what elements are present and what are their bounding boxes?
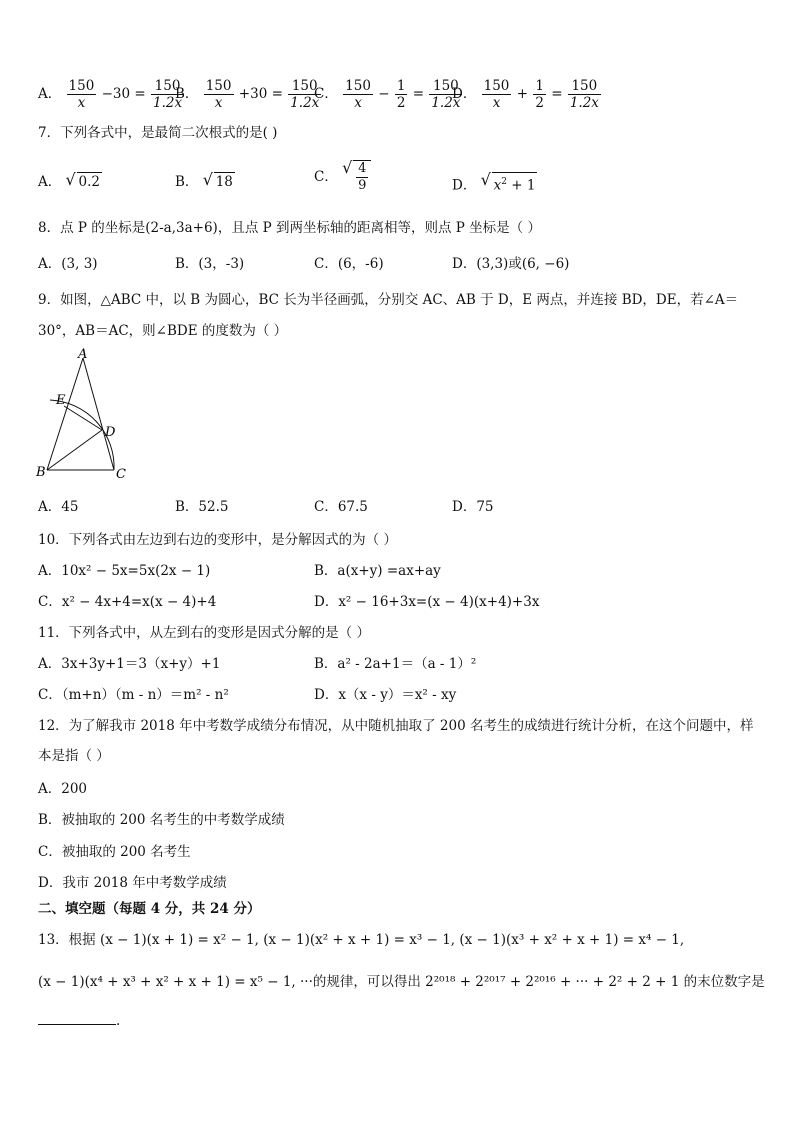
label-b: B (36, 465, 46, 480)
q8-stem: 8．点 P 的坐标是(2-a,3a+6)，且点 P 到两坐标轴的距离相等，则点 P 坐标是（ ） (38, 220, 541, 236)
fraction: $\frac{1}{2}$ (396, 78, 406, 111)
label-c: C (116, 467, 126, 482)
radical: √ 0.2 (66, 172, 102, 191)
option-label: D． (452, 86, 477, 102)
q9-stem-line2: 30°，AB＝AC，则∠BDE 的度数为（ ） (38, 323, 288, 339)
q11-option-d: D．x（x - y）＝x² - xy (314, 687, 457, 703)
q12-option-c: C．被抽取的 200 名考生 (38, 844, 191, 860)
q11-option-b: B．a² - 2a+1＝（a - 1）² (314, 656, 477, 672)
fraction: $\frac{150}{1.2x}$ (153, 78, 183, 111)
fraction: $\frac{150}{x}$ (483, 78, 510, 111)
answer-blank[interactable] (38, 1010, 116, 1025)
q10-option-b: B．a(x+y) =ax+ay (314, 563, 441, 579)
label-d: D (105, 425, 116, 440)
q7-option-a: A． √ 0.2 (38, 172, 102, 191)
q8-option-d: D．(3,3)或(6, −6) (452, 256, 570, 272)
label-a: A (78, 348, 88, 362)
q10-option-c: C．x² − 4x+4=x(x − 4)+4 (38, 594, 217, 610)
radical: √ $x^2 + 1$ (481, 172, 538, 195)
q8-option-b: B．(3，-3) (175, 256, 245, 272)
q7-option-c: C． √ $\frac{4}{9}$ (314, 160, 371, 194)
q10-stem: 10．下列各式由左边到右边的变形中，是分解因式的为（ ） (38, 532, 397, 548)
option-label: A． (38, 86, 62, 102)
q9-triangle-figure (34, 348, 144, 488)
section-title: 二、填空题（每题 4 分，共 24 分） (38, 901, 261, 917)
q8-option-c: C．(6，-6) (314, 256, 384, 272)
q10-option-d: D．x² − 16+3x=(x − 4)(x+4)+3x (314, 594, 540, 610)
q6-option-d: D． $\frac{150}{x}$ + $\frac{1}{2}$ = $\frac{150}{1.2x}$ (452, 78, 599, 111)
q12-option-a: A．200 (38, 781, 88, 797)
fraction: $\frac{150}{x}$ (68, 78, 95, 111)
q9-option-a: A．45 (38, 499, 79, 515)
q11-option-a: A．3x+3y+1＝3（x+y）+1 (38, 656, 221, 672)
option-label: C． (314, 86, 338, 102)
radical (342, 160, 371, 194)
q9-option-b: B．52.5 (175, 499, 229, 515)
q12-option-d: D．我市 2018 年中考数学成绩 (38, 875, 227, 891)
q11-stem: 11．下列各式中，从左到右的变形是因式分解的是（ ） (38, 625, 370, 641)
q7-option-b: B． √ 18 (175, 172, 235, 191)
fraction: $\frac{150}{x}$ (205, 78, 232, 111)
fraction: √ $\frac{4}{9}$ (358, 161, 367, 193)
q12-stem: 12．为了解我市 2018 年中考数学成绩分布情况，从中随机抽取了 200 名考生的成绩进行统计分析，在这个问题中，样本是指（ ） (38, 718, 754, 764)
q12-option-b: B．被抽取的 200 名考生的中考数学成绩 (38, 812, 285, 828)
fraction: $\frac{150}{x}$ (345, 78, 371, 111)
q9-stem-line1: 9．如图，△ABC 中，以 B 为圆心，BC 长为半径画弧，分别交 AC、AB 于 D，E 两点，并连接 BD，DE，若∠A＝ (38, 292, 739, 308)
fraction: $\frac{150}{1.2x}$ (290, 78, 320, 111)
q7-stem: 7．下列各式中，是最简二次根式的是( ) (38, 125, 278, 141)
fraction: $\frac{1}{2}$ (535, 78, 544, 111)
q10-option-a: A．10x² − 5x=5x(2x − 1) (38, 563, 211, 579)
q9-option-c: C．67.5 (314, 499, 368, 515)
q9-option-d: D．75 (452, 499, 494, 515)
q6-option-b: B． $\frac{150}{x}$ +30 = $\frac{150}{1.2x}$ (175, 78, 320, 111)
fraction: $\frac{150}{1.2x}$ (569, 78, 599, 111)
fraction: $\frac{150}{1.2x}$ (431, 78, 461, 111)
q6-option-c: C． $\frac{150}{x}$ − $\frac{1}{2}$ = $\frac{150}{1.2x}$ (314, 78, 461, 111)
q13-line1: 13．根据 (x − 1)(x + 1) = x² − 1, (x − 1)(x² + x + 1) = x³ − 1, (x − 1)(x³ + x² + x + 1) = x⁴ − 1, (38, 932, 685, 948)
q8-option-a: A．(3, 3) (38, 256, 98, 272)
q7-option-d: D． √ $x^2 + 1$ (452, 172, 537, 195)
segment-bd (47, 430, 102, 470)
q6-option-a: A． $\frac{150}{x}$ −30 = $\frac{150}{1.2x}$ (38, 78, 183, 111)
q11-option-c: C．（m+n）（m - n）＝m² - n² (38, 687, 229, 703)
q13-answer-line: . (38, 1010, 120, 1030)
q13-line2: (x − 1)(x⁴ + x³ + x² + x + 1) = x⁵ − 1, ···的规律，可以得出 2²⁰¹⁸ + 2²⁰¹⁷ + 2²⁰¹⁶ + ··· + 2² + 2 + 1 的末位数字是 (38, 974, 765, 990)
label-e: E (56, 393, 66, 408)
option-label: B． (175, 86, 199, 102)
radical: √ 18 (203, 172, 235, 191)
